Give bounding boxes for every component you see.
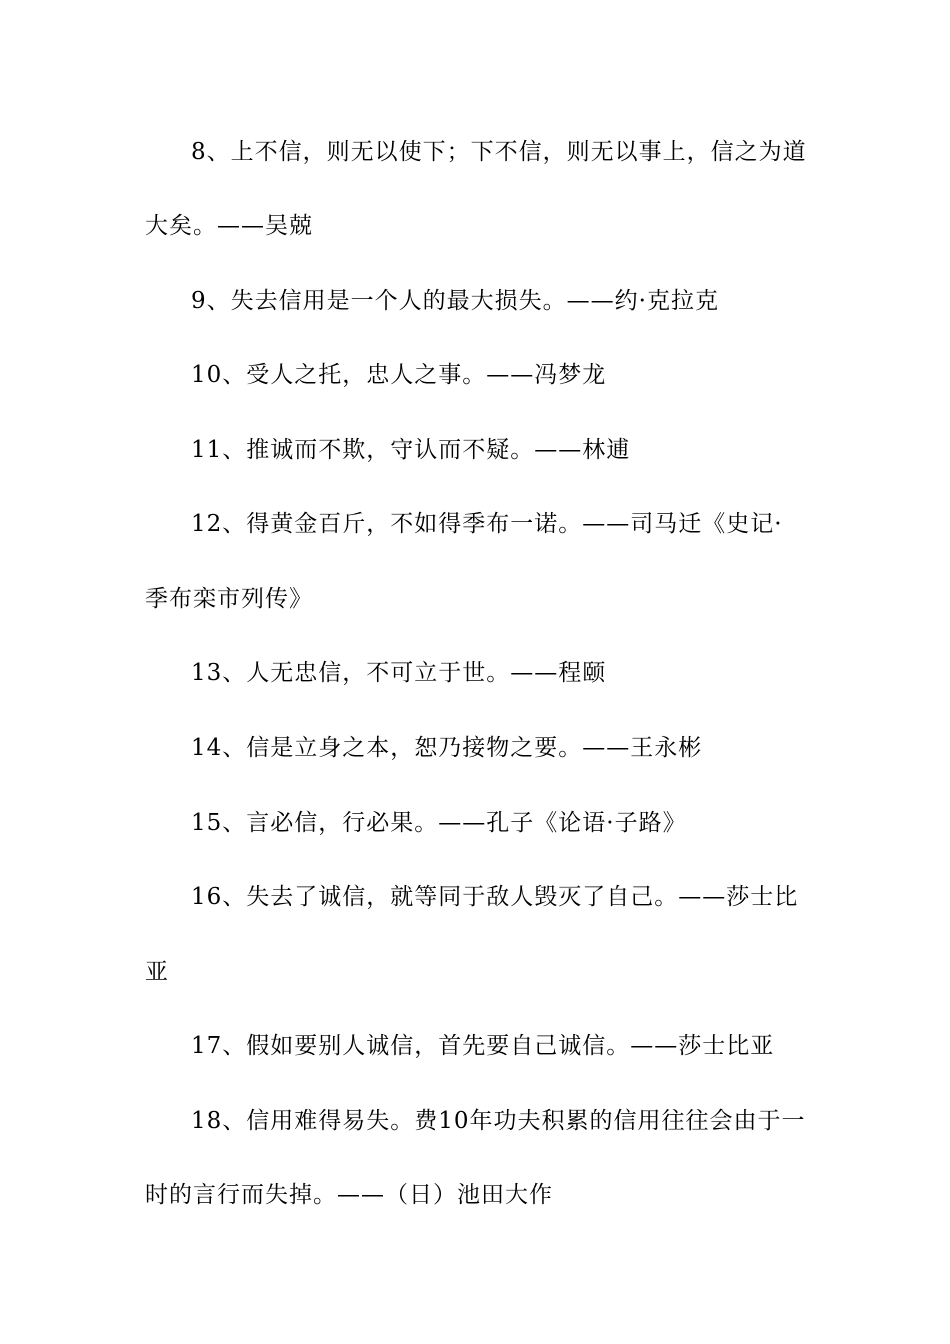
quote-8-line-1: 8、上不信，则无以使下；下不信，则无以事上，信之为道 <box>191 139 807 165</box>
quote-11: 11、推诚而不欺，守认而不疑。——林逋 <box>191 437 631 463</box>
quote-10: 10、受人之托，忠人之事。——冯梦龙 <box>191 362 607 388</box>
quote-18-line-2: 时的言行而失掉。——（日）池田大作 <box>145 1182 553 1208</box>
quote-8-line-2: 大矣。——吴兢 <box>145 213 313 239</box>
quote-12-line-2: 季布栾市列传》 <box>145 586 313 612</box>
quote-15: 15、言必信，行必果。——孔子《论语·子路》 <box>191 810 687 836</box>
quote-13: 13、人无忠信，不可立于世。——程颐 <box>191 660 607 686</box>
quote-12-line-1: 12、得黄金百斤，不如得季布一诺。——司马迁《史记· <box>191 511 783 537</box>
quote-18-line-1: 18、信用难得易失。费10年功夫积累的信用往往会由于一 <box>191 1108 806 1134</box>
quote-16-line-2: 亚 <box>145 959 169 985</box>
quote-9: 9、失去信用是一个人的最大损失。——约·克拉克 <box>191 288 719 314</box>
quote-17: 17、假如要别人诚信，首先要自己诚信。——莎士比亚 <box>191 1033 775 1059</box>
quote-14: 14、信是立身之本，恕乃接物之要。——王永彬 <box>191 735 703 761</box>
quote-16-line-1: 16、失去了诚信，就等同于敌人毁灭了自己。——莎士比 <box>191 884 799 910</box>
